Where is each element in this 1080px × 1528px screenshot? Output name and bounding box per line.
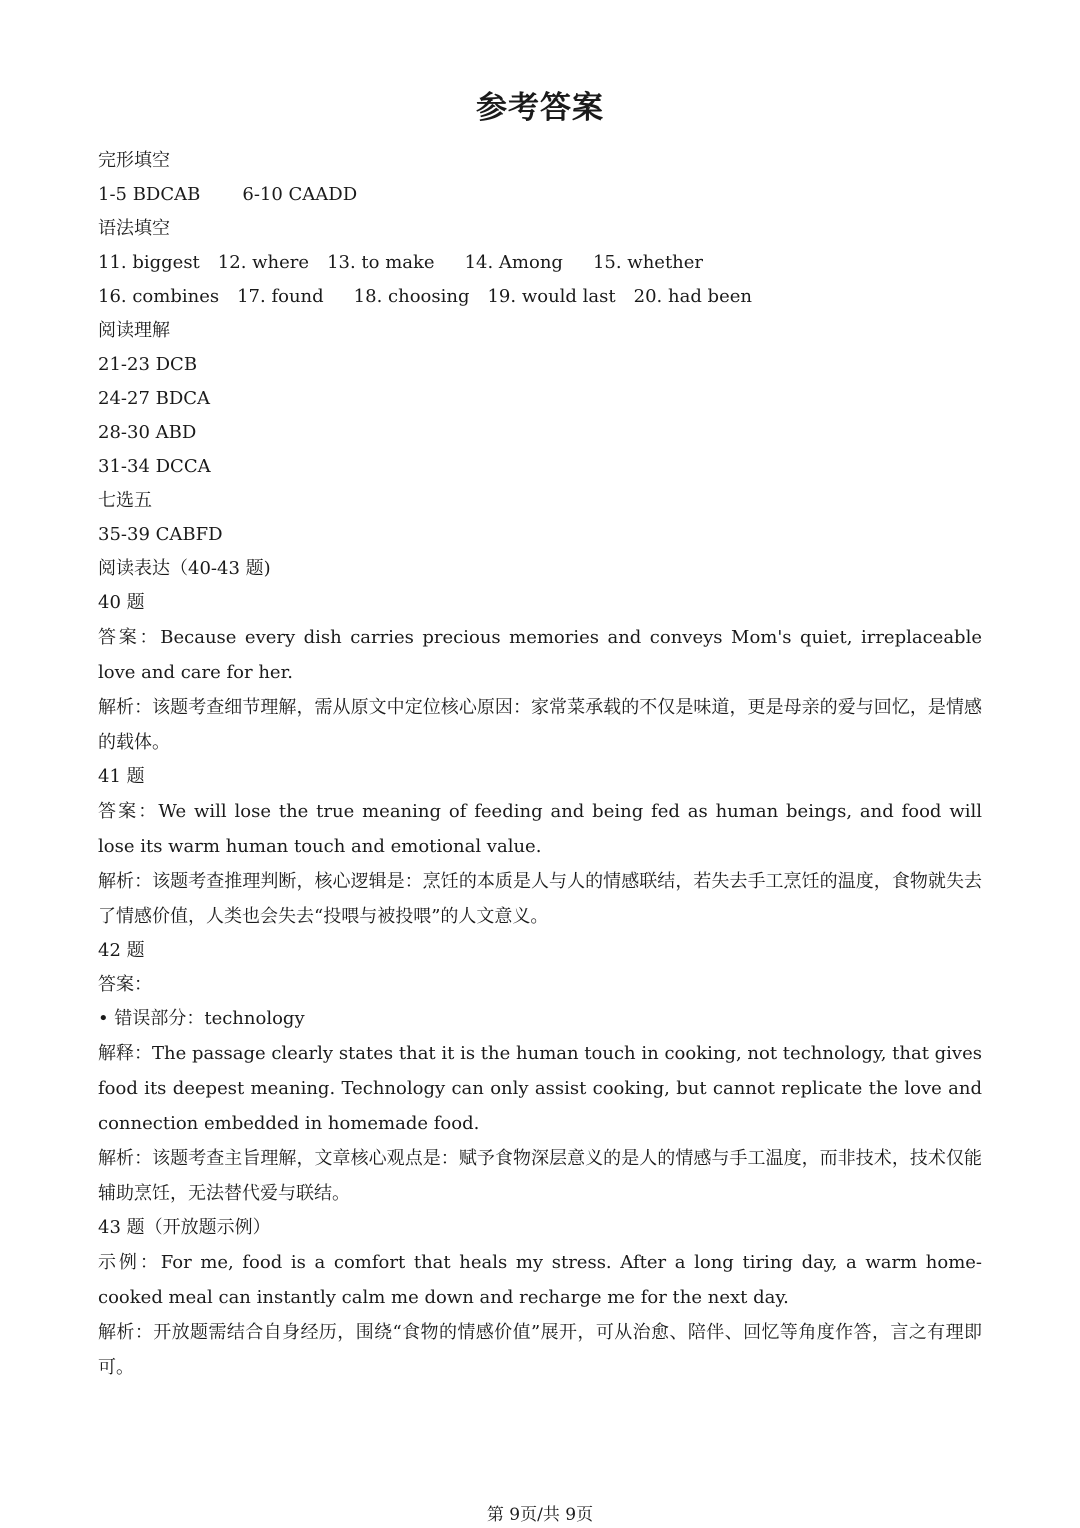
section-grammar-heading: 语法填空 xyxy=(98,218,170,239)
reading-answer-31-34: 31-34 DCCA xyxy=(98,456,211,477)
q42-explanation: 解释：The passage clearly states that it is the human touch in cooking, not technology, that gives food its deepest meaning. Technology can only assist cooking, but cannot replicate the love and connection embedded in homemade food. xyxy=(98,1043,982,1134)
q42-error-part: • 错误部分：technology xyxy=(98,1008,305,1029)
grammar-answer-17: 17. found xyxy=(237,286,324,307)
q40-label: 40 题 xyxy=(98,592,145,613)
cloze-answer-2: 6-10 CAADD xyxy=(242,184,358,205)
grammar-answer-16: 16. combines xyxy=(98,286,220,307)
q42-analysis: 解析：该题考查主旨理解，文章核心观点是：赋予食物深层意义的是人的情感与手工温度，而非技术，技术仅能辅助烹饪，无法替代爱与联结。 xyxy=(98,1148,982,1204)
grammar-answers-row2 xyxy=(98,280,982,314)
grammar-answers-row1 xyxy=(98,246,982,280)
q40-answer: 答案：Because every dish carries precious memories and conveys Mom's quiet, irreplaceable love and care for her. xyxy=(98,627,982,683)
grammar-answer-20: 20. had been xyxy=(633,286,752,307)
reading-answer-24-27: 24-27 BDCA xyxy=(98,388,211,409)
q41-answer: 答案：We will lose the true meaning of feeding and being fed as human beings, and food will lose its warm human touch and emotional value. xyxy=(98,801,982,857)
section-reading-heading: 阅读理解 xyxy=(98,320,170,341)
grammar-answer-12: 12. where xyxy=(217,252,310,273)
q41-analysis: 解析：该题考查推理判断，核心逻辑是：烹饪的本质是人与人的情感联结，若失去手工烹饪的温度，食物就失去了情感价值，人类也会失去“投喂与被投喂”的人文意义。 xyxy=(98,871,982,927)
q43-analysis: 解析：开放题需结合自身经历，围绕“食物的情感价值”展开，可从治愈、陪伴、回忆等角度作答，言之有理即可。 xyxy=(98,1322,982,1378)
grammar-answer-19: 19. would last xyxy=(487,286,616,307)
page-title: 参考答案 xyxy=(476,90,604,126)
q42-answer-label: 答案： xyxy=(98,974,152,995)
q43-example: 示例：For me, food is a comfort that heals my stress. After a long tiring day, a warm home-cooked meal can instantly calm me down and recharge me for the next day. xyxy=(98,1252,982,1308)
grammar-answer-18: 18. choosing xyxy=(353,286,470,307)
cloze-answers xyxy=(98,178,982,212)
grammar-answer-11: 11. biggest xyxy=(98,252,200,273)
grammar-answer-15: 15. whether xyxy=(592,252,704,273)
page-number-footer: 第 9页/共 9页 xyxy=(486,1505,594,1525)
reading-answer-21-23: 21-23 DCB xyxy=(98,354,198,375)
q43-label: 43 题（开放题示例） xyxy=(98,1217,271,1238)
section-cloze-heading: 完形填空 xyxy=(98,150,170,171)
q40-analysis: 解析：该题考查细节理解，需从原文中定位核心原因：家常菜承载的不仅是味道，更是母亲的爱与回忆，是情感的载体。 xyxy=(98,697,982,753)
section-reading-expression-heading: 阅读表达（40-43 题) xyxy=(98,558,271,579)
seven-choose-five-answers: 35-39 CABFD xyxy=(98,524,223,545)
grammar-answer-14: 14. Among xyxy=(464,252,563,273)
reading-answer-28-30: 28-30 ABD xyxy=(98,422,197,443)
cloze-answer-1: 1-5 BDCAB xyxy=(98,184,201,205)
grammar-answer-13: 13. to make xyxy=(327,252,435,273)
section-seven-choose-five-heading: 七选五 xyxy=(98,490,152,511)
q42-label: 42 题 xyxy=(98,940,145,961)
answer-content xyxy=(98,144,982,1385)
q41-label: 41 题 xyxy=(98,766,145,787)
